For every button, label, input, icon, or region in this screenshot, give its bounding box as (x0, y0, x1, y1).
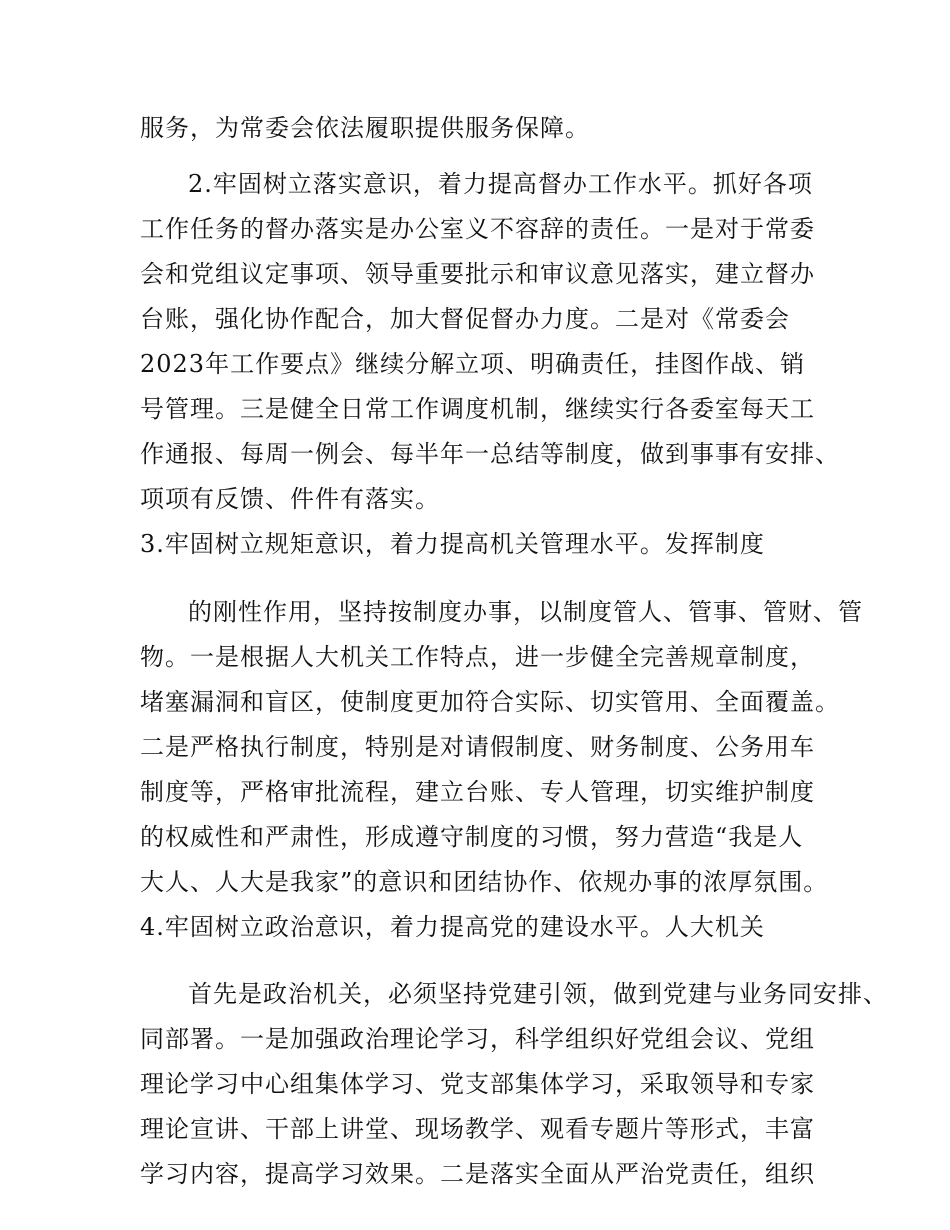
text-line: 大人、人大是我家”的意识和团结协作、依规办事的浓厚氛围。 (140, 868, 829, 896)
text-line: 学习内容，提高学习效果。二是落实全面从严治党责任，组织 (140, 1160, 815, 1188)
paragraph-4-heading-line: 首先是政治机关，必须坚持党建引领，做到党建与业务同安排、 (188, 980, 888, 1008)
paragraph-2-heading-line: 2.牢固树立落实意识，着力提高督办工作水平。抓好各项 (188, 170, 813, 198)
text-line: 工作任务的督办落实是办公室义不容辞的责任。一是对于常委 (140, 215, 815, 243)
text-line: 二是严格执行制度，特别是对请假制度、财务制度、公务用车 (140, 733, 815, 761)
text-line: 会和党组议定事项、领导重要批示和审议意见落实，建立督办 (140, 260, 815, 288)
text-line: 同部署。一是加强政治理论学习，科学组织好党组会议、党组 (140, 1025, 815, 1053)
text-line: 号管理。三是健全日常工作调度机制，继续实行各委室每天工 (140, 395, 815, 423)
text-line: 理论宣讲、干部上讲堂、现场教学、观看专题片等形式，丰富 (140, 1115, 815, 1143)
text-line: 2023年工作要点》继续分解立项、明确责任，挂图作战、销 (140, 350, 806, 378)
text-line: 理论学习中心组集体学习、党支部集体学习，采取领导和专家 (140, 1070, 815, 1098)
text-line: 作通报、每周一例会、每半年一总结等制度，做到事事有安排、 (140, 440, 840, 468)
text-line: 项项有反馈、件件有落实。 (140, 485, 440, 513)
paragraph-3-heading-line: 的刚性作用，坚持按制度办事，以制度管人、管事、管财、管 (188, 598, 863, 626)
text-line: 服务，为常委会依法履职提供服务保障。 (140, 114, 590, 142)
text-line: 4.牢固树立政治意识，着力提高党的建设水平。人大机关 (140, 913, 765, 941)
text-line: 制度等，严格审批流程，建立台账、专人管理，切实维护制度 (140, 778, 815, 806)
text-line: 堵塞漏洞和盲区，使制度更加符合实际、切实管用、全面覆盖。 (140, 688, 840, 716)
text-line: 3.牢固树立规矩意识，着力提高机关管理水平。发挥制度 (140, 530, 765, 558)
text-line: 物。一是根据人大机关工作特点，进一步健全完善规章制度， (140, 643, 815, 671)
text-line: 的权威性和严肃性，形成遵守制度的习惯，努力营造“我是人 (140, 823, 804, 851)
text-line: 台账，强化协作配合，加大督促督办力度。二是对《常委会 (140, 305, 790, 333)
